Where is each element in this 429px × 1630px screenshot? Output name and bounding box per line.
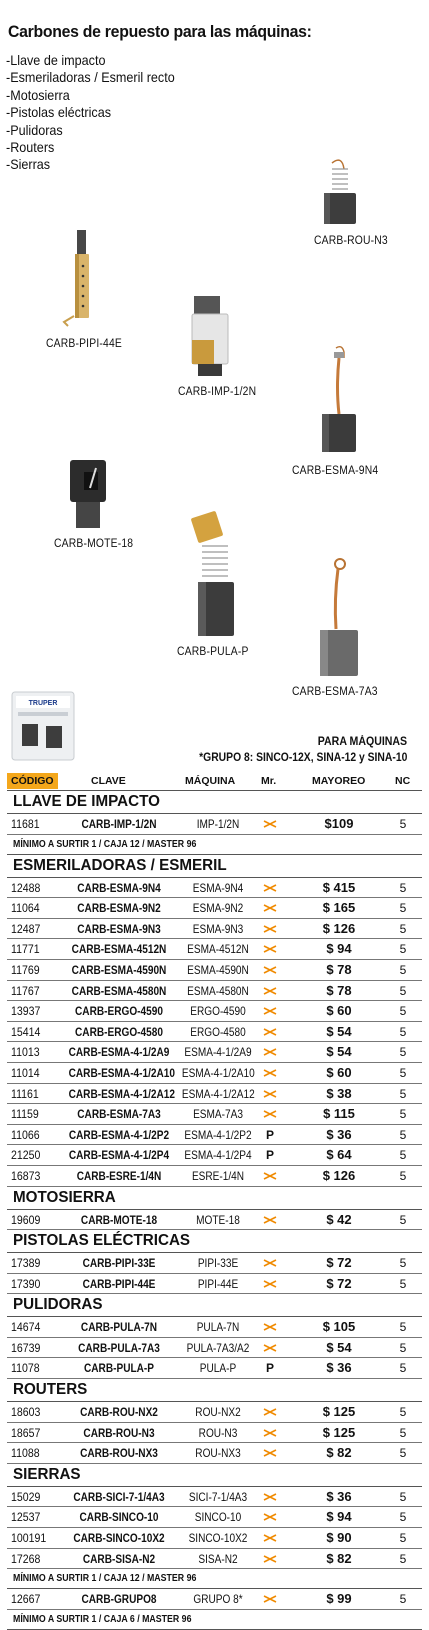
brand-icon <box>263 1028 277 1036</box>
table-row <box>7 1253 422 1274</box>
section-heading <box>7 1464 422 1487</box>
label-imp-12n: CARB-IMP-1/2N <box>178 386 257 398</box>
note-text: MÍNIMO A SURTIR 1 / CAJA 6 / MASTER 96 <box>13 1613 192 1625</box>
cell-code: 11769 <box>11 962 40 977</box>
brand-cell <box>260 1510 280 1524</box>
cell-code: 12487 <box>11 921 41 936</box>
section-heading <box>7 1294 422 1317</box>
cell-nc: 5 <box>399 1489 407 1504</box>
cell-clave: CARB-IMP-1/2N <box>81 817 157 831</box>
brand-cell <box>260 922 280 936</box>
cell-clave: CARB-ROU-NX3 <box>80 1446 158 1461</box>
cell-maquina: ESMA-4590N <box>187 962 249 977</box>
cell-clave: CARB-PIPI-33E <box>82 1256 156 1271</box>
cell-maquina: PULA-7A3/A2 <box>186 1340 250 1355</box>
section-title: PULIDORAS <box>13 1296 103 1314</box>
cell-nc: 5 <box>399 1510 407 1525</box>
cell-code: 13937 <box>11 1004 41 1019</box>
table-row <box>7 1001 422 1022</box>
table-row <box>7 1166 422 1187</box>
cell-price: $ 60 <box>326 1003 352 1019</box>
cell-maquina: ERGO-4590 <box>190 1004 246 1019</box>
cell-price: $109 <box>324 816 354 831</box>
brush-image-esma-9n4 <box>316 344 362 454</box>
cell-price: $ 72 <box>326 1275 352 1291</box>
machine-use-list <box>6 52 175 174</box>
cell-code: 18603 <box>11 1405 41 1420</box>
table-row <box>7 1402 422 1423</box>
note-text: MÍNIMO A SURTIR 1 / CAJA 12 / MASTER 96 <box>13 838 197 850</box>
col-code: CÓDIGO <box>7 773 58 789</box>
cell-clave: CARB-MOTE-18 <box>80 1212 158 1227</box>
table-row <box>7 919 422 940</box>
section-title: PISTOLAS ELÉCTRICAS <box>13 1232 191 1250</box>
cell-nc: 5 <box>399 1551 407 1566</box>
cell-maquina: ROU-NX3 <box>195 1446 241 1461</box>
package-brand: TRUPER <box>28 700 58 707</box>
cell-code: 11681 <box>11 817 40 831</box>
cell-nc: 5 <box>399 942 407 957</box>
brand-cell <box>260 1025 280 1039</box>
cell-maquina: SISA-N2 <box>198 1551 238 1566</box>
brand-cell <box>260 1446 280 1460</box>
table-row <box>7 1338 422 1359</box>
brand-icon <box>263 966 277 974</box>
section-title: SIERRAS <box>13 1465 81 1483</box>
brand-icon <box>263 1534 277 1542</box>
cell-price: $ 126 <box>322 920 356 936</box>
cell-maquina: ESMA-9N4 <box>192 880 244 895</box>
brand-icon <box>263 1493 277 1501</box>
section-heading <box>7 855 422 878</box>
brush-image-pipi-44e <box>60 226 104 330</box>
cell-clave: CARB-ERGO-4580 <box>75 1024 163 1039</box>
section-title: ESMERILADORAS / ESMERIL <box>13 856 227 874</box>
cell-maquina: ROU-NX2 <box>195 1405 241 1420</box>
brand-icon <box>263 820 277 828</box>
brand-cell <box>260 984 280 998</box>
cell-price: $ 36 <box>326 1126 352 1142</box>
cell-clave: CARB-PULA-7N <box>80 1320 158 1335</box>
brand-cell <box>260 1087 280 1101</box>
cell-code: 15414 <box>11 1024 41 1039</box>
label-pula-p: CARB-PULA-P <box>177 646 249 658</box>
brand-cell <box>260 1256 280 1270</box>
cell-price: $ 105 <box>322 1319 356 1335</box>
cell-clave: CARB-SINCO-10 <box>79 1510 159 1525</box>
cell-nc: 5 <box>399 1405 407 1420</box>
cell-price: $ 82 <box>326 1550 352 1566</box>
brush-image-rou-n3 <box>318 155 364 227</box>
brand-cell <box>260 963 280 977</box>
cell-clave: CARB-ERGO-4590 <box>75 1004 163 1019</box>
brand-icon <box>263 1172 277 1180</box>
brand-cell <box>260 817 280 831</box>
cell-nc: 5 <box>399 1148 407 1163</box>
brand-cell: P <box>265 1127 274 1142</box>
cell-clave: CARB-ESRE-1/4N <box>76 1168 162 1183</box>
table-row <box>7 1274 422 1295</box>
cell-code: 15029 <box>11 1489 41 1504</box>
cell-price: $ 64 <box>326 1147 352 1163</box>
cell-nc: 5 <box>399 983 407 998</box>
brush-image-imp-12n <box>178 294 242 380</box>
table-row <box>7 1145 422 1166</box>
machine-use-item: -Sierras <box>6 156 51 173</box>
note-text: MÍNIMO A SURTIR 1 / CAJA 12 / MASTER 96 <box>13 1573 197 1585</box>
cell-maquina: MOTE-18 <box>196 1212 240 1227</box>
page-title: Carbones de repuesto para las máquinas: <box>8 22 312 41</box>
cell-price: $ 165 <box>322 900 356 916</box>
cell-clave: CARB-ESMA-9N3 <box>77 921 161 936</box>
brand-icon <box>263 925 277 933</box>
table-row <box>7 1528 422 1549</box>
brand-cell <box>260 1004 280 1018</box>
cell-price: $ 54 <box>326 1339 352 1355</box>
cell-nc: 5 <box>399 1361 407 1376</box>
cell-clave: CARB-ESMA-4-1/2A10 <box>68 1065 176 1080</box>
cell-price: $ 115 <box>323 1106 355 1122</box>
brand-cell <box>260 942 280 956</box>
cell-code: 11066 <box>11 1127 40 1142</box>
cell-maquina: ESMA-4-1/2A12 <box>181 1086 255 1101</box>
cell-nc: 5 <box>399 1320 407 1335</box>
cell-price: $ 54 <box>326 1023 352 1039</box>
cell-price: $ 90 <box>326 1530 352 1546</box>
cell-code: 17268 <box>11 1551 41 1566</box>
cell-nc: 5 <box>399 1446 407 1461</box>
section-heading <box>7 791 422 814</box>
cell-maquina: ESMA-4-1/2P4 <box>184 1148 252 1163</box>
cell-clave: CARB-ESMA-4580N <box>71 983 167 998</box>
brand-cell <box>260 1552 280 1566</box>
cell-code: 12667 <box>11 1592 41 1607</box>
section-title: LLAVE DE IMPACTO <box>13 793 160 810</box>
cell-code: 11771 <box>11 942 40 957</box>
cell-nc: 5 <box>399 880 407 895</box>
minimum-order-note <box>7 835 422 855</box>
brand-cell <box>260 1341 280 1355</box>
brand-cell <box>260 1169 280 1183</box>
cell-clave: CARB-ROU-NX2 <box>80 1405 158 1420</box>
table-row <box>7 1063 422 1084</box>
cell-clave: CARB-ESMA-4-1/2A12 <box>68 1086 176 1101</box>
brush-image-esma-7a3 <box>314 554 364 680</box>
table-row <box>7 1358 422 1379</box>
table-row <box>7 814 422 835</box>
cell-price: $ 126 <box>322 1167 356 1183</box>
brand-icon <box>263 904 277 912</box>
cell-maquina: ESMA-9N2 <box>192 901 244 916</box>
package-image <box>10 690 76 762</box>
cell-nc: 5 <box>399 1004 407 1019</box>
machine-use-item: -Routers <box>6 139 55 156</box>
cell-maquina: PULA-P <box>199 1361 237 1376</box>
cell-nc: 5 <box>399 1045 407 1060</box>
cell-clave: CARB-ESMA-7A3 <box>77 1107 161 1122</box>
cell-code: 11088 <box>11 1446 40 1461</box>
cell-nc: 5 <box>399 817 407 831</box>
section-title: ROUTERS <box>13 1381 88 1399</box>
cell-maquina: ESMA-7A3 <box>193 1107 243 1122</box>
cell-maquina: ESMA-4-1/2P2 <box>184 1127 252 1142</box>
machine-use-item: -Pulidoras <box>6 121 63 138</box>
table-header <box>7 773 422 791</box>
cell-clave: CARB-PULA-7A3 <box>78 1340 160 1355</box>
cell-maquina: SINCO-10X2 <box>188 1531 248 1546</box>
machine-use-item: -Motosierra <box>6 86 70 103</box>
brand-cell <box>260 1531 280 1545</box>
brand-icon <box>263 1069 277 1077</box>
cell-price: $ 99 <box>326 1591 352 1607</box>
cell-price: $ 94 <box>326 941 352 957</box>
cell-code: 21250 <box>11 1148 41 1163</box>
brand-icon <box>263 1323 277 1331</box>
cell-maquina: PIPI-44E <box>197 1276 239 1291</box>
table-row <box>7 1125 422 1146</box>
cell-clave: CARB-ESMA-4590N <box>71 962 167 977</box>
label-rou-n3: CARB-ROU-N3 <box>314 235 388 247</box>
table-row <box>7 1022 422 1043</box>
minimum-order-note <box>7 1569 422 1589</box>
machine-use-item: -Pistolas eléctricas <box>6 104 112 121</box>
cell-code: 19609 <box>11 1212 41 1227</box>
brand-icon <box>263 945 277 953</box>
cell-maquina: PULA-7N <box>196 1320 240 1335</box>
brand-icon <box>263 1429 277 1437</box>
brand-icon <box>263 1280 277 1288</box>
cell-clave: CARB-ESMA-9N4 <box>77 880 161 895</box>
cell-price: $ 125 <box>322 1424 356 1440</box>
cell-code: 16873 <box>11 1168 41 1183</box>
table-row <box>7 939 422 960</box>
section-heading <box>7 1379 422 1402</box>
col-nc: NC <box>395 775 411 787</box>
cell-clave: CARB-SINCO-10X2 <box>73 1531 165 1546</box>
col-maquina: MÁQUINA <box>185 775 236 787</box>
cell-nc: 5 <box>399 962 407 977</box>
cell-clave: CARB-ESMA-4512N <box>71 942 167 957</box>
brand-icon <box>263 1048 277 1056</box>
section-title: MOTOSIERRA <box>13 1188 116 1206</box>
brand-icon <box>263 1513 277 1521</box>
brand-icon <box>263 884 277 892</box>
cell-code: 14674 <box>11 1320 41 1335</box>
cell-clave: CARB-ESMA-4-1/2A9 <box>68 1045 170 1060</box>
brand-icon <box>263 1216 277 1224</box>
brand-icon <box>263 1408 277 1416</box>
brand-icon <box>263 1449 277 1457</box>
brush-image-mote-18 <box>66 458 110 530</box>
cell-maquina: SINCO-10 <box>194 1510 242 1525</box>
table-row <box>7 1507 422 1528</box>
col-clave: CLAVE <box>91 775 126 787</box>
cell-clave: CARB-GRUPO8 <box>81 1592 157 1607</box>
cell-nc: 5 <box>399 1086 407 1101</box>
table-row <box>7 1589 422 1610</box>
cell-maquina: PIPI-33E <box>197 1256 239 1271</box>
brush-image-pula-p <box>186 510 250 638</box>
brand-cell <box>260 901 280 915</box>
cell-code: 11013 <box>11 1045 40 1060</box>
cell-nc: 5 <box>399 901 407 916</box>
cell-clave: CARB-PULA-P <box>83 1361 154 1376</box>
cell-maquina: ESMA-4-1/2A9 <box>184 1045 252 1060</box>
cell-nc: 5 <box>399 1276 407 1291</box>
minimum-order-note <box>7 1610 422 1630</box>
cell-nc: 5 <box>399 1340 407 1355</box>
cell-price: $ 78 <box>326 961 352 977</box>
cell-price: $ 36 <box>326 1488 352 1504</box>
cell-price: $ 415 <box>322 879 356 895</box>
brand-icon <box>263 1259 277 1267</box>
cell-price: $ 38 <box>326 1085 352 1101</box>
cell-nc: 5 <box>399 1256 407 1271</box>
cell-nc: 5 <box>399 1531 407 1546</box>
cell-price: $ 78 <box>326 982 352 998</box>
brand-cell <box>260 1213 280 1227</box>
cell-maquina: ESMA-4580N <box>187 983 249 998</box>
machine-use-item: -Esmeriladoras / Esmeril recto <box>6 69 175 86</box>
brand-cell <box>260 1066 280 1080</box>
cell-maquina: ROU-N3 <box>198 1425 238 1440</box>
table-row <box>7 1317 422 1338</box>
cell-clave: CARB-ROU-N3 <box>83 1425 155 1440</box>
label-mote-18: CARB-MOTE-18 <box>54 538 134 550</box>
table-row <box>7 1042 422 1063</box>
cell-price: $ 94 <box>326 1509 352 1525</box>
cell-code: 12488 <box>11 880 41 895</box>
cell-code: 18657 <box>11 1425 41 1440</box>
cell-nc: 5 <box>399 1065 407 1080</box>
table-row <box>7 898 422 919</box>
cell-maquina: ESMA-4512N <box>187 942 249 957</box>
cell-code: 17389 <box>11 1256 41 1271</box>
table-row <box>7 1549 422 1570</box>
cell-clave: CARB-ESMA-9N2 <box>77 901 161 916</box>
table-row <box>7 1443 422 1464</box>
cell-code: 11159 <box>11 1107 39 1122</box>
cell-maquina: SICI-7-1/4A3 <box>188 1489 248 1504</box>
section-heading <box>7 1230 422 1253</box>
brand-cell: P <box>265 1361 274 1376</box>
cell-nc: 5 <box>399 1024 407 1039</box>
cell-price: $ 54 <box>326 1044 352 1060</box>
brand-icon <box>263 1007 277 1015</box>
brand-cell <box>260 1426 280 1440</box>
cell-code: 11078 <box>11 1361 40 1376</box>
cell-code: 16739 <box>11 1340 41 1355</box>
label-esma-9n4: CARB-ESMA-9N4 <box>292 465 379 477</box>
cell-nc: 5 <box>399 1212 407 1227</box>
cell-clave: CARB-ESMA-4-1/2P4 <box>68 1148 170 1163</box>
cell-price: $ 42 <box>326 1211 352 1227</box>
brand-icon <box>263 1555 277 1563</box>
cell-nc: 5 <box>399 1168 407 1183</box>
table-row <box>7 1487 422 1508</box>
cell-nc: 5 <box>399 1592 407 1607</box>
cell-maquina: ESRE-1/4N <box>191 1168 245 1183</box>
brand-icon <box>263 1110 277 1118</box>
cell-code: 17390 <box>11 1276 41 1291</box>
col-mr: Mr. <box>261 775 277 787</box>
cell-maquina: ESMA-4-1/2A10 <box>181 1065 255 1080</box>
cell-code: 11014 <box>11 1065 40 1080</box>
brand-cell <box>260 1405 280 1419</box>
cell-price: $ 60 <box>326 1064 352 1080</box>
cell-code: 11161 <box>11 1086 39 1101</box>
cell-price: $ 82 <box>326 1445 352 1461</box>
brand-cell <box>260 1277 280 1291</box>
price-table <box>7 773 422 1630</box>
label-esma-7a3: CARB-ESMA-7A3 <box>292 686 378 698</box>
brand-icon <box>263 1595 277 1603</box>
col-mayoreo: MAYOREO <box>312 775 366 787</box>
cell-clave: CARB-SICI-7-1/4A3 <box>73 1489 165 1504</box>
cell-price: $ 125 <box>322 1404 356 1420</box>
cell-code: 11064 <box>11 901 40 916</box>
cell-nc: 5 <box>399 1127 407 1142</box>
table-row <box>7 981 422 1002</box>
cell-maquina: GRUPO 8* <box>193 1592 243 1607</box>
cell-maquina: ERGO-4580 <box>190 1024 246 1039</box>
cell-code: 11767 <box>11 983 40 998</box>
table-row <box>7 1104 422 1125</box>
cell-code: 100191 <box>11 1531 47 1546</box>
machine-use-item: -Llave de impacto <box>6 52 106 68</box>
brand-cell <box>260 1045 280 1059</box>
table-row <box>7 1084 422 1105</box>
brand-icon <box>263 1090 277 1098</box>
cell-nc: 5 <box>399 1425 407 1440</box>
table-row <box>7 1210 422 1231</box>
table-row <box>7 1423 422 1444</box>
brand-cell <box>260 1592 280 1606</box>
cell-nc: 5 <box>399 1107 407 1122</box>
cell-nc: 5 <box>399 921 407 936</box>
cell-clave: CARB-SISA-N2 <box>82 1551 156 1566</box>
brand-cell <box>260 1490 280 1504</box>
brand-cell <box>260 1107 280 1121</box>
cell-price: $ 36 <box>326 1360 352 1376</box>
brand-cell <box>260 881 280 895</box>
header-note: PARA MÁQUINAS <box>317 736 407 748</box>
brand-icon <box>263 1344 277 1352</box>
cell-clave: CARB-PIPI-44E <box>82 1276 156 1291</box>
brand-icon <box>263 987 277 995</box>
cell-maquina: IMP-1/2N <box>196 817 240 831</box>
table-row <box>7 960 422 981</box>
section-heading <box>7 1187 422 1210</box>
cell-price: $ 72 <box>326 1255 352 1271</box>
brand-cell: P <box>265 1148 274 1163</box>
cell-maquina: ESMA-9N3 <box>192 921 244 936</box>
cell-code: 12537 <box>11 1510 41 1525</box>
grupo-note: *GRUPO 8: SINCO-12X, SINA-12 y SINA-10 <box>198 752 407 764</box>
brand-cell <box>260 1320 280 1334</box>
cell-clave: CARB-ESMA-4-1/2P2 <box>68 1127 170 1142</box>
label-pipi-44e: CARB-PIPI-44E <box>46 338 122 350</box>
table-row <box>7 878 422 899</box>
